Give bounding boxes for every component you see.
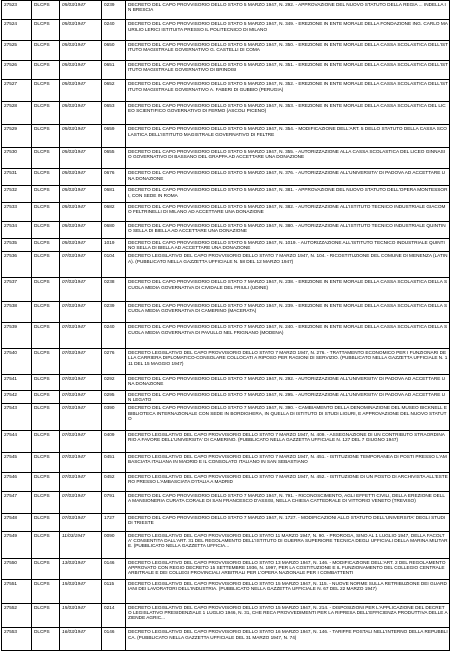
table-row — [2, 374, 450, 390]
record-number-cell: 27548 — [2, 513, 32, 531]
decree-code-cell: 0791 — [102, 492, 126, 513]
decree-type-cell: DLCPS — [32, 61, 60, 80]
decree-type-cell: DLCPS — [32, 431, 60, 452]
table-row — [2, 20, 450, 40]
decree-description-cell: DECRETO LEGISLATIVO DEL CAPO PROVVISORIO DELLO STATO 13 MARZO 1947, N. 146. - MODIFICAZIONE DELL'ART. 2 DEL REGOLAMENTO APPROVATO CON REGIO DECRETO 15 SETTEMBRE 1936, N. 1997, PER LA COSTITUZIONE E IL FUNZIONAMENTO DEL COLLEGIO CENTRALE ARBITRALE E DEI COLLEGI PROVINCIALI ARBITRALI PER L'OPERA NAZIONALE PER I COMBATTENTI — [126, 558, 450, 579]
table-row — [2, 147, 450, 168]
decree-type-cell: DLCPS — [32, 472, 60, 491]
decree-type-cell: DLCPS — [32, 252, 60, 278]
record-number-cell: 27527 — [2, 80, 32, 101]
record-number-cell: 27542 — [2, 390, 32, 404]
decree-description-cell: DECRETO LEGISLATIVO DEL CAPO PROVVISORIO DELLO STATO 15 MARZO 1947, N. 214. - DISPOSIZIONI PER L'APPLICAZIONE DEL DECRETO LEGISLATIVO PRESIDENZIALE 1 LUGLIO 1946, N. 31, CHE RECA PROVVEDIMENTI PER LA RIPRESA DELL'EFFICIENZA PRODUTTIVA DELLE AZIENDE AGRIC... — [126, 603, 450, 628]
decree-code-cell: 0214 — [102, 603, 126, 628]
decree-description-cell: DECRETO DEL CAPO PROVVISORIO DELLO STATO 5 MARZO 1947, N. 355. - AUTORIZZAZIONE ALLA CASSA SCOLASTICA DEL LICEO GINNASIO GOVERNATIVO DI BASSANO DEL GRAPPA AD ACCETTARE UNA DONAZIONE — [126, 147, 450, 168]
table-row — [2, 101, 450, 125]
table-row — [2, 169, 450, 186]
record-number-cell: 27544 — [2, 431, 32, 452]
decree-description-cell: DECRETO DEL CAPO PROVVISORIO DELLO STATO 5 MARZO 1947, N. 354. - MODIFICAZIONE DELL'ART. 5 DELLO STATUTO DELLA CASSA SCOLASTICA DELL'ISTITUTO MAGISTRALE GOVERNATIVO DI FELTRE — [126, 125, 450, 148]
decree-code-cell: 0652 — [102, 80, 126, 101]
decree-code-cell: 0650 — [102, 40, 126, 60]
decree-code-cell: 0409 — [102, 431, 126, 452]
decree-description-cell: DECRETO LEGISLATIVO DEL CAPO PROVVISORIO DELLO STATO 7 MARZO 1947, N. 409. - ASSEGNAZIONE DI UN CONTRIBUTO STRAORDINARIO A FAVORE DELL'UNIVERSITA' DI CAMERINO. (PUBBLICATO NELLA GAZZETTA UFFICIALE N. 127 DEL 7 GIUGNO 1947) — [126, 431, 450, 452]
decree-type-cell: DLCPS — [32, 404, 60, 431]
decree-code-cell: 0240 — [102, 20, 126, 40]
decree-date-cell: 07/03/1947 — [60, 323, 102, 349]
decree-date-cell: 07/03/1947 — [60, 404, 102, 431]
record-number-cell: 27528 — [2, 101, 32, 125]
table-row — [2, 61, 450, 80]
record-number-cell: 27551 — [2, 580, 32, 604]
decree-type-cell: DLCPS — [32, 374, 60, 390]
decree-code-cell: 0146 — [102, 628, 126, 651]
record-number-cell: 27545 — [2, 452, 32, 472]
decree-date-cell: 05/03/1947 — [60, 125, 102, 148]
decree-date-cell: 05/03/1947 — [60, 61, 102, 80]
decree-date-cell: 07/03/1947 — [60, 374, 102, 390]
record-number-cell: 27540 — [2, 348, 32, 374]
record-number-cell: 27539 — [2, 323, 32, 349]
table-row — [2, 238, 450, 252]
decree-description-cell: DECRETO DEL CAPO PROVVISORIO DELLO STATO 5 MARZO 1947, N. 292. - APPROVAZIONE DEL NUOVO STATUTO DELLA REGIA ... INDELLA IN BRESCIA — [126, 1, 450, 20]
table-row — [2, 431, 450, 452]
table-row — [2, 278, 450, 302]
record-number-cell: 27553 — [2, 628, 32, 651]
decree-table-body — [2, 1, 450, 651]
decree-code-cell: 0390 — [102, 404, 126, 431]
table-row — [2, 390, 450, 404]
decree-code-cell: 0240 — [102, 323, 126, 349]
table-row — [2, 492, 450, 513]
record-number-cell: 27550 — [2, 558, 32, 579]
decree-description-cell: DECRETO LEGISLATIVO DEL CAPO PROVVISORIO DELLO STATO 7 MARZO 1947, N. 104. - RICOSTITUZIONE DEL COMUNE DI MENENZA (LATINA). (PUBBLICATO NELLA GAZZETTA UFFICIALE N. 58 DEL 12 MARZO 1947) — [126, 252, 450, 278]
decree-type-cell: DLCPS — [32, 580, 60, 604]
table-row — [2, 404, 450, 431]
decree-date-cell: 05/03/1947 — [60, 186, 102, 202]
table-row — [2, 252, 450, 278]
decree-date-cell: 15/03/1947 — [60, 603, 102, 628]
decree-description-cell: DECRETO LEGISLATIVO DEL CAPO PROVVISORIO DELLO STATO 15 MARZO 1947, N. 115. - NUOVE NORME SULLA RETRIBUZIONE DEI GUARDIANI DEI LAVORATORI DELL'INDUSTRIA. (PUBBLICATO NELLA GAZZETTA UFFICIALE N. 67 DEL 22 MARZO 1947) — [126, 580, 450, 604]
decree-description-cell: DECRETO DEL CAPO PROVVISORIO DELLO STATO 5 MARZO 1947, N. 351. - EREZIONE IN ENTE MORALE DELLA CASSA SCOLASTICA DELL'ISTITUTO MAGISTRALE GOVERNATIVO DI BRINDISI — [126, 61, 450, 80]
decree-description-cell: DECRETO DEL CAPO PROVVISORIO DELLO STATO 5 MARZO 1947, N. 349. - EREZIONE IN ENTE MORALE DELLA FONDAZIONE ING. CARLO MAURILIO LERICI ISTITUITA PRESSO IL POLITECNICO DI MILANO — [126, 20, 450, 40]
decree-code-cell: 0676 — [102, 169, 126, 186]
decree-date-cell: 07/03/1947 — [60, 452, 102, 472]
decree-date-cell: 05/03/1947 — [60, 40, 102, 60]
record-number-cell: 27523 — [2, 1, 32, 20]
decree-description-cell: DECRETO DEL CAPO PROVVISORIO DELLO STATO 7 MARZO 1947, N. 791. - RICONOSCIMENTO, AGLI EFFETTI CIVILI, DELLA EREZIONE DELLA MANSIONERIA CURATA CORALE DI SAN FRANCESCO D'ASSISI, NELLA CHIESA CATTEDRALE DI VITTORIO VENETO (TREVISO) — [126, 492, 450, 513]
decree-code-cell: 0680 — [102, 221, 126, 238]
decree-type-cell: DLCPS — [32, 147, 60, 168]
decree-type-cell: DLCPS — [32, 348, 60, 374]
record-number-cell: 27541 — [2, 374, 32, 390]
decree-description-cell: DECRETO DEL CAPO PROVVISORIO DELLO STATO 7 MARZO 1947, N. 295. - AUTORIZZAZIONE ALL'UNIVERSITA' DI PADOVA AD ACCETTARE UN LEGATO — [126, 390, 450, 404]
decree-code-cell: 0292 — [102, 374, 126, 390]
decree-code-cell: 0651 — [102, 61, 126, 80]
table-row — [2, 348, 450, 374]
table-row — [2, 628, 450, 651]
record-number-cell: 27547 — [2, 492, 32, 513]
table-row — [2, 301, 450, 322]
decree-code-cell: 1727 — [102, 513, 126, 531]
record-number-cell: 27525 — [2, 40, 32, 60]
decree-type-cell: DLCPS — [32, 278, 60, 302]
table-row — [2, 580, 450, 604]
decree-type-cell: DLCPS — [32, 531, 60, 558]
decree-type-cell: DLCPS — [32, 80, 60, 101]
decree-code-cell: 0276 — [102, 348, 126, 374]
decree-description-cell: DECRETO DEL CAPO PROVVISORIO DELLO STATO 7 MARZO 1947, N. 390. - CAMBIAMENTO DELLA DENOMINAZIONE DEL MUSEO BICKNELL E BIBLIOTECA INTERNAZIONALE CON SEDE IN BORDIGHERA, IN QUELLA DI ISTITUTO DI STUDI LIGURI, E APPROVAZIONE DEL NUOVO STATUTO — [126, 404, 450, 431]
table-row — [2, 202, 450, 221]
decree-date-cell: 11/03/1947 — [60, 531, 102, 558]
decree-type-cell: DLCPS — [32, 1, 60, 20]
decree-description-cell: DECRETO LEGISLATIVO DEL CAPO PROVVISORIO DELLO STATO 7 MARZO 1947, N. 451. - ISTITUZIONE TEMPORANEA DI POSTI PRESSO L'AMBASCIATA ITALIANA IN MADRID E IL CONSOLATO ITALIANO IN SAN SEBASTIANO — [126, 452, 450, 472]
decree-code-cell: 0115 — [102, 580, 126, 604]
table-row — [2, 603, 450, 628]
decree-code-cell: 0682 — [102, 202, 126, 221]
decree-description-cell: DECRETO DEL CAPO PROVVISORIO DELLO STATO 5 MARZO 1947, N. 381. - APPROVAZIONE DEL NUOVO STATUTO DELL'OPERA MONTESSORI, CON SEDE IN ROMA — [126, 186, 450, 202]
decree-type-cell: DLCPS — [32, 301, 60, 322]
table-row — [2, 531, 450, 558]
decree-date-cell: 05/03/1947 — [60, 20, 102, 40]
table-row — [2, 186, 450, 202]
table-row — [2, 40, 450, 60]
decree-description-cell: DECRETO LEGISLATIVO DEL CAPO PROVVISORIO DELLO STATO 7 MARZO 1947, N. 276. - TRATTAMENTO ECONOMICO PER I FUNZIONARI DELLA CARRIERA DIPLOMATICO-CONSOLARE COLLOCATI A RIPOSO PER RAGIONI DI SERVIZIO. (PUBBLICATO NELLA GAZZETTA UFFICIALE N. 111 DEL 15 MAGGIO 1947) — [126, 348, 450, 374]
table-row — [2, 558, 450, 579]
decree-code-cell: 0295 — [102, 390, 126, 404]
decree-date-cell: 13/03/1947 — [60, 558, 102, 579]
record-number-cell: 27532 — [2, 186, 32, 202]
record-number-cell: 27546 — [2, 472, 32, 491]
record-number-cell: 27537 — [2, 278, 32, 302]
record-number-cell: 27531 — [2, 169, 32, 186]
decree-date-cell: 07/03/1947 — [60, 348, 102, 374]
decree-description-cell: DECRETO DEL CAPO PROVVISORIO DELLO STATO 5 MARZO 1947, N. 352. - EREZIONE IN ENTE MORALE DELLA CASSA SCOLASTICA DELL'ISTITUTO MAGISTRALE GOVERNATIVO A. FABERI DI GUBBIO (PERUGIA) — [126, 80, 450, 101]
table-row — [2, 323, 450, 349]
decree-type-cell: DLCPS — [32, 238, 60, 252]
record-number-cell: 27524 — [2, 20, 32, 40]
decree-code-cell: 0653 — [102, 101, 126, 125]
record-number-cell: 27549 — [2, 531, 32, 558]
decree-description-cell: DECRETO DEL CAPO PROVVISORIO DELLO STATO 7 MARZO 1947, N. 238. - EREZIONE IN ENTE MORALE DELLA CASSA SCOLASTICA DELLA SCUOLA MEDIA GOVERNATIVA DI CIVIDALE DEL FRIULI (UDINE) — [126, 278, 450, 302]
decree-type-cell: DLCPS — [32, 186, 60, 202]
decree-date-cell: 05/03/1947 — [60, 1, 102, 20]
table-row — [2, 221, 450, 238]
decree-date-cell: 05/03/1947 — [60, 147, 102, 168]
decree-description-cell: DECRETO DEL CAPO PROVVISORIO DELLO STATO 5 MARZO 1947, N. 376. - AUTORIZZAZIONE ALL'UNIVERSITA' DI PADOVA AD ACCETTARE UNA DONAZIONE — [126, 169, 450, 186]
record-number-cell: 27535 — [2, 238, 32, 252]
table-row — [2, 472, 450, 491]
decree-description-cell: DECRETO LEGISLATIVO DEL CAPO PROVVISORIO DELLO STATO 16 MARZO 1947, N. 146. - TARIFFE POSTALI NELL'INTERNO DELLA REPUBBLICA. (PUBBLICATO NELLA GAZZETTA UFFICIALE DEL 31 MARZO 1947, N. 74) — [126, 628, 450, 651]
decree-description-cell: DECRETO DEL CAPO PROVVISORIO DELLO STATO 5 MARZO 1947, N. 1019. - AUTORIZZAZIONE ALL'ISTITUTO TECNICO INDUSTRIALE QUINTINO SELLA DI BIELLA AD ACCETTARE UNA DONAZIONE — [126, 238, 450, 252]
record-number-cell: 27552 — [2, 603, 32, 628]
decree-date-cell: 07/03/1947 — [60, 278, 102, 302]
decree-code-cell: 0659 — [102, 125, 126, 148]
decree-type-cell: DLCPS — [32, 40, 60, 60]
decree-date-cell: 05/03/1947 — [60, 169, 102, 186]
decree-code-cell: 0238 — [102, 278, 126, 302]
record-number-cell: 27536 — [2, 252, 32, 278]
decree-description-cell: DECRETO DEL CAPO PROVVISORIO DELLO STATO 5 MARZO 1947, N. 353. - EREZIONE IN ENTE MORALE DELLA CASSA SCOLASTICA DEL LICEO SCIENTIFICO GOVERNATIVO DI FERMO (ASCOLI PICENO) — [126, 101, 450, 125]
decree-description-cell: DECRETO DEL CAPO PROVVISORIO DELLO STATO 5 MARZO 1947, N. 350. - EREZIONE IN ENTE MORALE DELLA CASSA SCOLASTICA DELL'ISTITUTO MAGISTRALE GOVERNATIVO G. CASTELLI DI COMA — [126, 40, 450, 60]
decree-type-cell: DLCPS — [32, 125, 60, 148]
decree-type-cell: DLCPS — [32, 221, 60, 238]
decree-date-cell: 05/03/1947 — [60, 238, 102, 252]
decree-type-cell: DLCPS — [32, 628, 60, 651]
decree-code-cell: 0239 — [102, 301, 126, 322]
decree-table — [1, 0, 450, 651]
decree-code-cell: 0239 — [102, 1, 126, 20]
decree-date-cell: 15/03/1947 — [60, 580, 102, 604]
decree-type-cell: DLCPS — [32, 558, 60, 579]
decree-type-cell: DLCPS — [32, 323, 60, 349]
decree-date-cell: 07/03/1947 — [60, 390, 102, 404]
decree-code-cell: 0451 — [102, 452, 126, 472]
decree-code-cell: 0452 — [102, 472, 126, 491]
decree-code-cell: 0104 — [102, 252, 126, 278]
decree-date-cell: 07/03/1947 — [60, 252, 102, 278]
decree-date-cell: 16/03/1947 — [60, 628, 102, 651]
decree-type-cell: DLCPS — [32, 390, 60, 404]
decree-type-cell: DLCPS — [32, 492, 60, 513]
decree-code-cell: 0146 — [102, 558, 126, 579]
decree-type-cell: DLCPS — [32, 603, 60, 628]
decree-description-cell: DECRETO DEL CAPO PROVVISORIO DELLO STATO 7 MARZO 1947, N. 292. - AUTORIZZAZIONE ALL'UNIVERSITA' DI PADOVA AD ACCETTARE UNA DONAZIONE — [126, 374, 450, 390]
decree-type-cell: DLCPS — [32, 20, 60, 40]
record-number-cell: 27543 — [2, 404, 32, 431]
decree-type-cell: DLCPS — [32, 101, 60, 125]
decree-description-cell: DECRETO LEGISLATIVO DEL CAPO PROVVISORIO DELLO STATO 7 MARZO 1947, N. 452. - ISTITUZIONE DI UN POSTO DI ARCHIVISTA ALL'ESTERO PRESSO L'AMBASCIATA D'ITALIA A MADRID — [126, 472, 450, 491]
decree-date-cell: 05/03/1947 — [60, 80, 102, 101]
table-row — [2, 1, 450, 20]
decree-description-cell: DECRETO DEL CAPO PROVVISORIO DELLO STATO 7 MARZO 1947, N. 1727. - MODIFICAZIONI ALLO STATUTO DELL'UNIVERSITA' DEGLI STUDI DI TRIESTE — [126, 513, 450, 531]
decree-description-cell: DECRETO DEL CAPO PROVVISORIO DELLO STATO 7 MARZO 1947, N. 239. - EREZIONE IN ENTE MORALE DELLA CASSA SCOLASTICA DELLA SCUOLA MEDIA GOVERNATIVA DI CAMERINO (MACERATA) — [126, 301, 450, 322]
decree-date-cell: 05/03/1947 — [60, 101, 102, 125]
decree-date-cell: 07/03/1947 — [60, 492, 102, 513]
table-row — [2, 125, 450, 148]
decree-date-cell: 07/03/1947 — [60, 513, 102, 531]
decree-type-cell: DLCPS — [32, 169, 60, 186]
record-number-cell: 27530 — [2, 147, 32, 168]
decree-type-cell: DLCPS — [32, 202, 60, 221]
decree-date-cell: 05/03/1947 — [60, 221, 102, 238]
decree-type-cell: DLCPS — [32, 513, 60, 531]
decree-description-cell: DECRETO DEL CAPO PROVVISORIO DELLO STATO 5 MARZO 1947, N. 382. - AUTORIZZAZIONE ALL'ISTITUTO TECNICO INDUSTRIALE GIACOMO FELTRINELLI DI MILANO AD ACCETTARE UNA DONAZIONE — [126, 202, 450, 221]
table-row — [2, 80, 450, 101]
record-number-cell: 27538 — [2, 301, 32, 322]
decree-description-cell: DECRETO LEGISLATIVO DEL CAPO PROVVISORIO DELLO STATO 11 MARZO 1947, N. 90. - PROROGA, SINO AL 1 LUGLIO 1947, DELLA FACOLTA' CONSENTITA DALL'ART. 31 DEL REGOLAMENTO DELL'ISTITUTO DI GUERRA SUPERIORE TECNICA DEGLI UFFICIALI DELLA MARINA MILITARE. (PUBBLICATO NELLA GAZZETTA UFFICIA... — [126, 531, 450, 558]
decree-code-cell: 0090 — [102, 531, 126, 558]
record-number-cell: 27534 — [2, 221, 32, 238]
decree-code-cell: 0655 — [102, 147, 126, 168]
record-number-cell: 27533 — [2, 202, 32, 221]
decree-date-cell: 07/03/1947 — [60, 431, 102, 452]
record-number-cell: 27529 — [2, 125, 32, 148]
decree-description-cell: DECRETO DEL CAPO PROVVISORIO DELLO STATO 5 MARZO 1947, N. 380. - AUTORIZZAZIONE ALL'ISTITUTO TECNICO INDUSTRIALE QUINTINO SELLA DI BIELLA AD ACCETTARE UNA DONAZIONE — [126, 221, 450, 238]
decree-description-cell: DECRETO DEL CAPO PROVVISORIO DELLO STATO 7 MARZO 1947, N. 240. - EREZIONE IN ENTE MORALE DELLA CASSA SCOLASTICA DELLA SCUOLA MEDIA GOVERNATIVA DI PAVULLO NEL FRIGNANO (MODENA) — [126, 323, 450, 349]
table-row — [2, 452, 450, 472]
record-number-cell: 27526 — [2, 61, 32, 80]
decree-date-cell: 07/03/1947 — [60, 301, 102, 322]
decree-code-cell: 1019 — [102, 238, 126, 252]
decree-date-cell: 07/03/1947 — [60, 472, 102, 491]
decree-date-cell: 05/03/1947 — [60, 202, 102, 221]
table-row — [2, 513, 450, 531]
decree-code-cell: 0681 — [102, 186, 126, 202]
decree-type-cell: DLCPS — [32, 452, 60, 472]
